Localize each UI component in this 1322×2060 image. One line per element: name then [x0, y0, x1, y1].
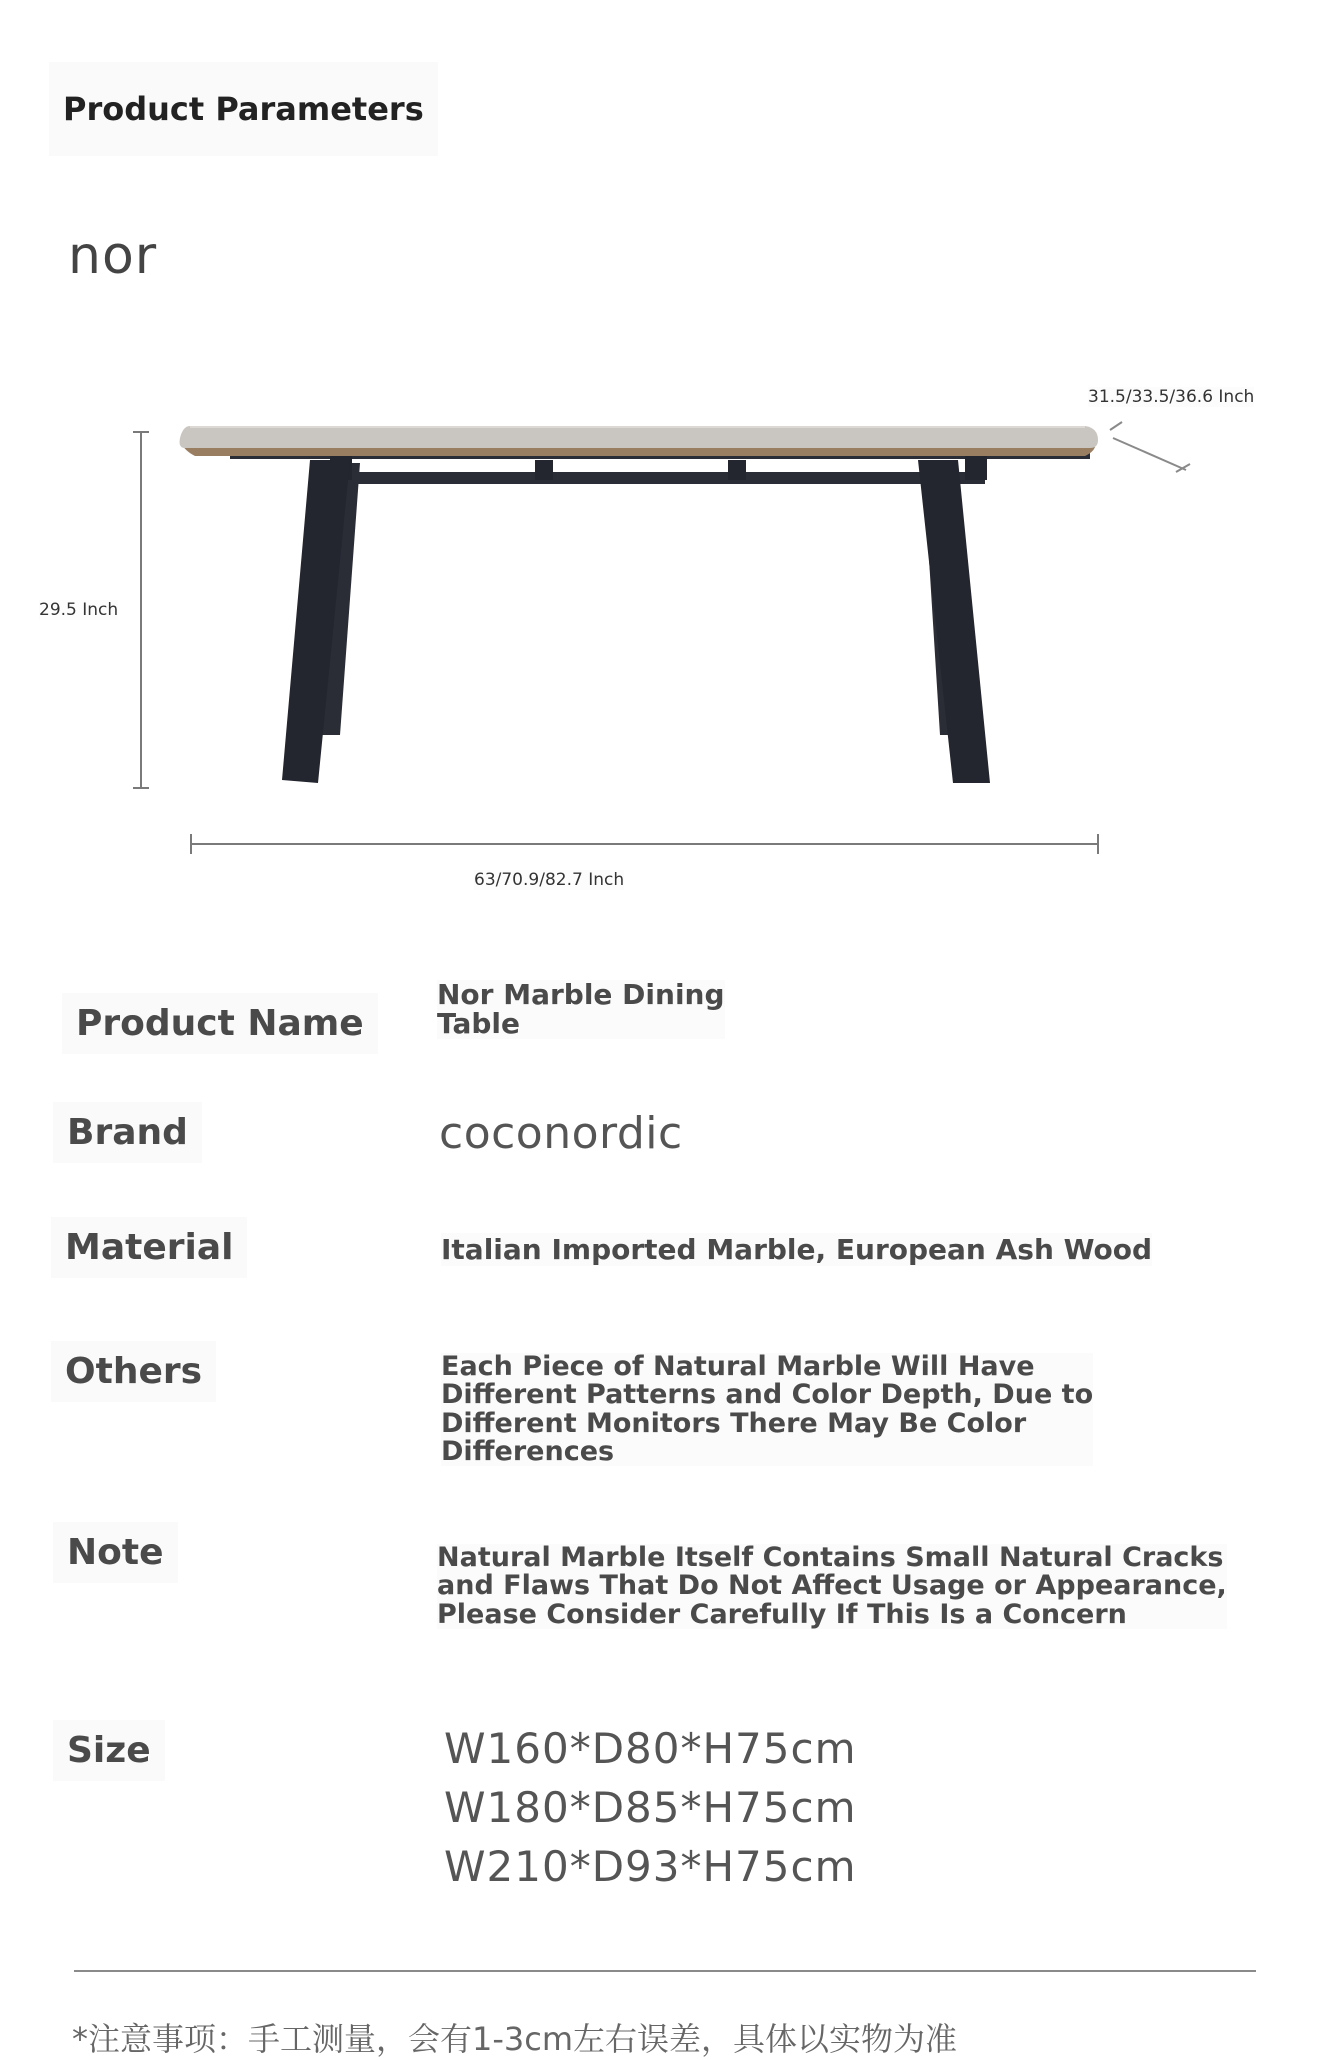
width-dimension-label: 63/70.9/82.7 Inch — [474, 870, 625, 890]
depth-dimension-label: 31.5/33.5/36.6 Inch — [1088, 387, 1255, 407]
product-name-line: Nor Marble Dining — [437, 978, 725, 1011]
note-value — [437, 1544, 1227, 1629]
size-option: W210*D93*H75cm — [444, 1842, 857, 1891]
product-name-line: Table — [437, 1007, 521, 1041]
section-title: Product Parameters — [49, 62, 438, 156]
height-dimension-line — [133, 432, 149, 788]
others-line: Each Piece of Natural Marble Will Have — [441, 1351, 1035, 1382]
brand-value: coconordic — [439, 1108, 683, 1159]
note-line: and Flaws That Do Not Affect Usage or Appearance, — [437, 1570, 1227, 1602]
note-line: Natural Marble Itself Contains Small Natural Cracks — [437, 1542, 1224, 1573]
depth-dimension-line — [1110, 422, 1190, 472]
dining-table — [180, 426, 1098, 783]
table-illustration — [0, 360, 1322, 900]
width-dimension-line — [191, 834, 1098, 854]
material-label: Material — [51, 1217, 247, 1278]
size-label: Size — [53, 1720, 165, 1781]
model-name: nor — [68, 226, 158, 286]
height-dimension-label: 29.5 Inch — [39, 600, 119, 620]
others-label: Others — [51, 1341, 216, 1402]
size-option: W160*D80*H75cm — [444, 1724, 857, 1773]
size-values — [444, 1724, 857, 1901]
others-line: Differences — [441, 1436, 615, 1468]
table-leg — [918, 460, 990, 783]
others-line: Different Patterns and Color Depth, Due to — [441, 1379, 1094, 1411]
brand-label: Brand — [53, 1102, 202, 1163]
material-value: Italian Imported Marble, European Ash Wood — [441, 1233, 1153, 1266]
note-line: Please Consider Carefully If This Is a Concern — [437, 1598, 1127, 1630]
product-name-value — [437, 980, 725, 1039]
others-value — [441, 1353, 1093, 1466]
measurement-footnote: *注意事项：手工测量，会有1-3cm左右误差，具体以实物为准 — [72, 2020, 958, 2058]
note-label: Note — [53, 1522, 178, 1583]
others-line: Different Monitors There May Be Color — [441, 1407, 1027, 1439]
table-top — [180, 426, 1098, 448]
product-name-label: Product Name — [62, 993, 378, 1054]
size-option: W180*D85*H75cm — [444, 1783, 857, 1832]
table-stretcher — [345, 472, 985, 484]
divider — [74, 1970, 1256, 1972]
